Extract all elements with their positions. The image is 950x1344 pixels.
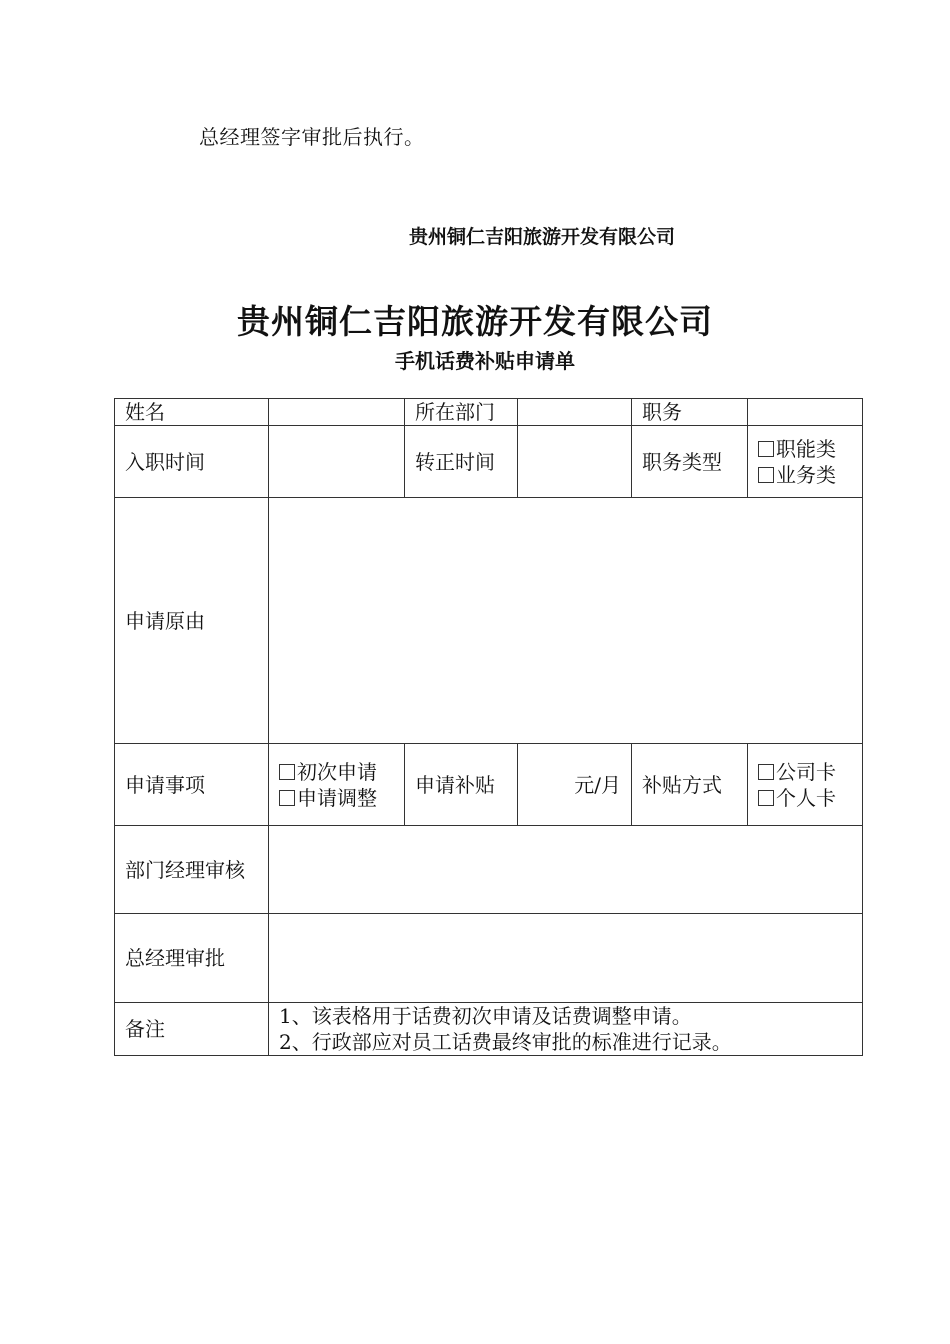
remark-line-2: 2、行政部应对员工话费最终审批的标准进行记录。 bbox=[279, 1030, 732, 1054]
hire-date-field[interactable] bbox=[269, 426, 405, 498]
checkbox-icon[interactable] bbox=[758, 441, 774, 457]
table-row-general-manager bbox=[115, 914, 863, 1003]
request-item-label: 申请事项 bbox=[115, 744, 269, 826]
checkbox-functional[interactable] bbox=[758, 436, 862, 462]
regular-date-field[interactable] bbox=[518, 426, 632, 498]
remark-line-1: 1、该表格用于话费初次申请及话费调整申请。 bbox=[279, 1004, 692, 1028]
subsidy-method-options bbox=[748, 744, 863, 826]
subsidy-label: 申请补贴 bbox=[405, 744, 518, 826]
reason-label: 申请原由 bbox=[115, 498, 269, 744]
checkbox-label: 申请调整 bbox=[297, 785, 377, 810]
dept-manager-field[interactable] bbox=[269, 826, 863, 914]
checkbox-initial-request[interactable] bbox=[279, 759, 404, 785]
table-row-request bbox=[115, 744, 863, 826]
dept-manager-label: 部门经理审核 bbox=[115, 826, 269, 914]
position-label: 职务 bbox=[632, 399, 748, 426]
general-manager-field[interactable] bbox=[269, 914, 863, 1003]
checkbox-label: 职能类 bbox=[776, 436, 836, 461]
position-type-options bbox=[748, 426, 863, 498]
name-label: 姓名 bbox=[115, 399, 269, 426]
table-row-remarks bbox=[115, 1003, 863, 1056]
name-field[interactable] bbox=[269, 399, 405, 426]
checkbox-company-card[interactable] bbox=[758, 759, 862, 785]
general-manager-label: 总经理审批 bbox=[115, 914, 269, 1003]
request-type-options bbox=[269, 744, 405, 826]
subsidy-amount-field[interactable]: 元/月 bbox=[518, 744, 632, 826]
form-title: 贵州铜仁吉阳旅游开发有限公司 bbox=[237, 302, 713, 341]
department-field[interactable] bbox=[518, 399, 632, 426]
table-row-dates bbox=[115, 426, 863, 498]
checkbox-icon[interactable] bbox=[758, 790, 774, 806]
checkbox-adjust-request[interactable] bbox=[279, 785, 404, 811]
remarks-label: 备注 bbox=[115, 1003, 269, 1056]
checkbox-icon[interactable] bbox=[758, 467, 774, 483]
department-label: 所在部门 bbox=[405, 399, 518, 426]
checkbox-personal-card[interactable] bbox=[758, 785, 862, 811]
subsidy-application-form bbox=[114, 398, 863, 1056]
position-field[interactable] bbox=[748, 399, 863, 426]
checkbox-icon[interactable] bbox=[279, 764, 295, 780]
checkbox-icon[interactable] bbox=[758, 764, 774, 780]
checkbox-business[interactable] bbox=[758, 462, 862, 488]
form-subtitle: 手机话费补贴申请单 bbox=[395, 349, 575, 373]
regular-date-label: 转正时间 bbox=[405, 426, 518, 498]
checkbox-label: 公司卡 bbox=[776, 759, 836, 784]
checkbox-label: 业务类 bbox=[776, 462, 836, 487]
checkbox-label: 个人卡 bbox=[776, 785, 836, 810]
company-signature: 贵州铜仁吉阳旅游开发有限公司 bbox=[409, 226, 676, 248]
approval-note: 总经理签字审批后执行。 bbox=[199, 125, 425, 149]
remarks-content bbox=[269, 1003, 863, 1056]
table-row-reason bbox=[115, 498, 863, 744]
checkbox-label: 初次申请 bbox=[297, 759, 377, 784]
hire-date-label: 入职时间 bbox=[115, 426, 269, 498]
checkbox-icon[interactable] bbox=[279, 790, 295, 806]
table-row-dept-manager bbox=[115, 826, 863, 914]
table-row-basic-info bbox=[115, 399, 863, 426]
position-type-label: 职务类型 bbox=[632, 426, 748, 498]
reason-field[interactable] bbox=[269, 498, 863, 744]
subsidy-method-label: 补贴方式 bbox=[632, 744, 748, 826]
